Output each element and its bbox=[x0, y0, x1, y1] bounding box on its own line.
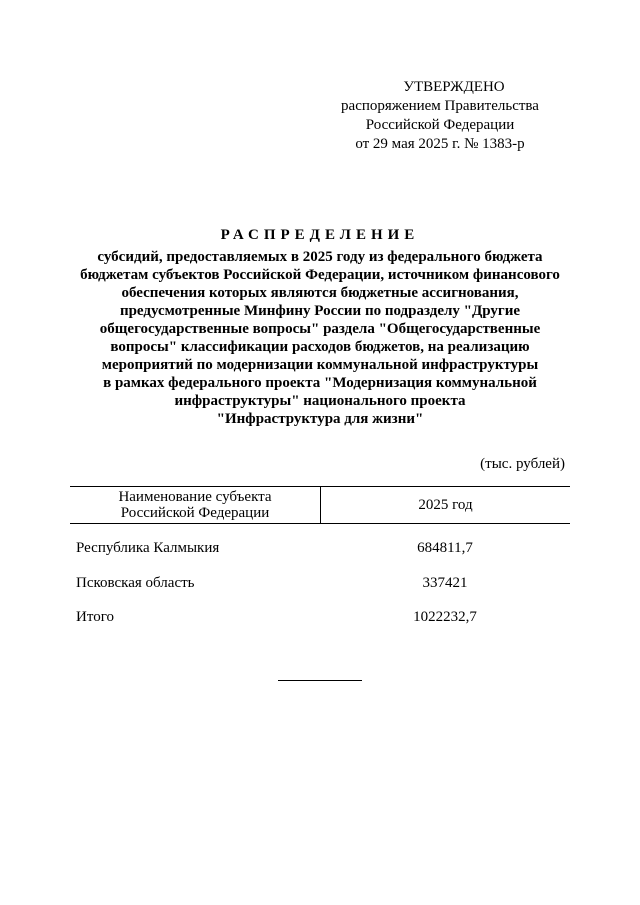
header-subject-name: Наименование субъекта Российской Федерации bbox=[70, 487, 321, 523]
row-total-value: 1022232,7 bbox=[413, 609, 477, 625]
closing-divider bbox=[278, 680, 362, 681]
approval-block bbox=[320, 78, 560, 154]
row-subject-name: Республика Калмыкия bbox=[76, 540, 220, 556]
units-label: (тыс. рублей) bbox=[480, 456, 565, 472]
approval-line-1: распоряжением Правительства bbox=[341, 98, 539, 114]
document-subtitle: субсидий, предоставляемых в 2025 году из федерального бюджета бюджетам субъектов Российской Федерации, источником финансового обеспечения которых являются бюджетные ассигнования, предусмотренные Минфину России по подразделу "Другие общегосударственные вопросы" раздела "Общегосударственные вопросы" классификации расходов бюджетов, на реализацию мероприятий по модернизации коммунальной инфраструктуры в рамках федерального проекта "Модернизация коммунальной инфраструктуры" национального проекта "Инфраструктура для жизни" bbox=[80, 249, 560, 427]
table-body bbox=[76, 540, 570, 644]
row-total-label: Итого bbox=[76, 609, 114, 625]
document-title: РАСПРЕДЕЛЕНИЕ bbox=[220, 227, 420, 243]
row-value: 684811,7 bbox=[417, 540, 473, 556]
table-row bbox=[76, 540, 570, 575]
row-value: 337421 bbox=[422, 574, 468, 591]
table-row-total bbox=[76, 609, 570, 644]
row-subject-name: Псковская область bbox=[76, 574, 195, 591]
approved-label: УТВЕРЖДЕНО bbox=[403, 79, 505, 95]
table-header bbox=[70, 486, 570, 524]
approval-line-2: Российской Федерации bbox=[365, 117, 515, 133]
header-year: 2025 год bbox=[418, 496, 473, 513]
approval-line-3: от 29 мая 2025 г. № 1383-р bbox=[355, 136, 525, 152]
table-row bbox=[76, 575, 570, 610]
